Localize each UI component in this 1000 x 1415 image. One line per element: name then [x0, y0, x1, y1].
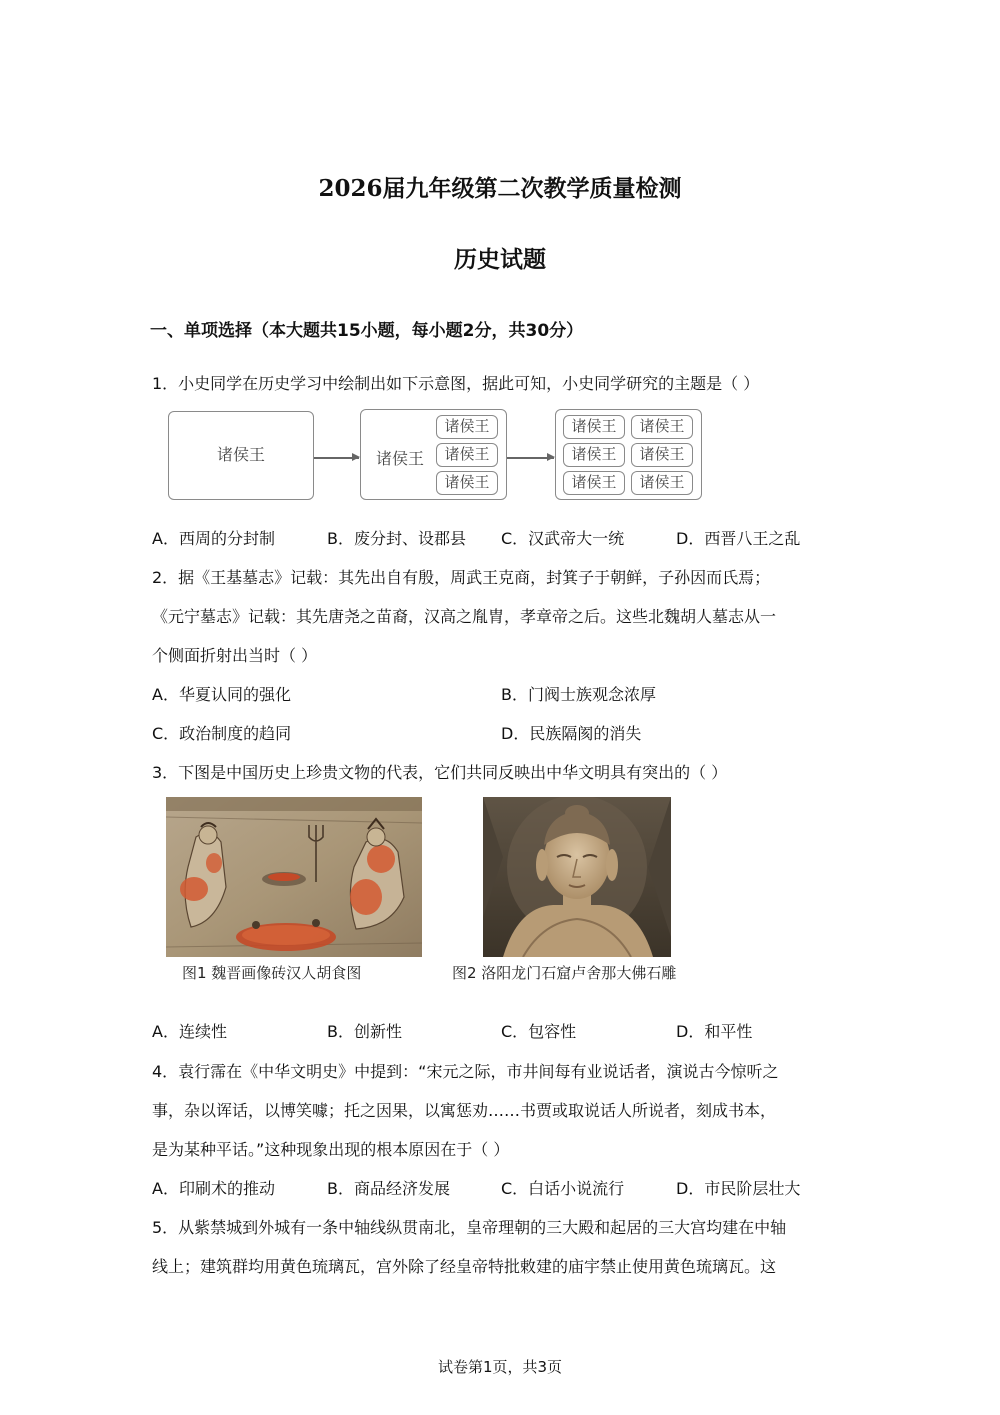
- q2-option-c[interactable]: C．政治制度的趋同: [152, 724, 292, 743]
- diagram-sub-box: 诸侯王: [563, 471, 625, 495]
- fig2-buddha-image: [483, 797, 671, 957]
- diagram-box-level1: 诸侯王: [168, 411, 314, 500]
- q1-option-c[interactable]: C．汉武帝大一统: [501, 529, 625, 548]
- q3-option-a[interactable]: A．连续性: [152, 1022, 227, 1041]
- q2-stem-line: 《元宁墓志》记载：其先唐尧之苗裔，汉高之胤胄，孝章帝之后。这些北魏胡人墓志从一: [152, 607, 777, 626]
- diagram-sub-box: 诸侯王: [436, 471, 498, 495]
- q1-option-d[interactable]: D．西晋八王之乱: [676, 529, 801, 548]
- diagram-box2-main-label: 诸侯王: [376, 449, 425, 468]
- page-footer: 试卷第1页，共3页: [437, 1358, 563, 1376]
- diagram-sub-box: 诸侯王: [631, 471, 693, 495]
- q1-option-a[interactable]: A．西周的分封制: [152, 529, 275, 548]
- q1-option-b[interactable]: B．废分封、设郡县: [327, 529, 466, 548]
- exam-title: 2026届九年级第二次教学质量检测: [318, 175, 682, 202]
- diagram-sub-box: 诸侯王: [436, 443, 498, 467]
- exam-subtitle: 历史试题: [454, 246, 546, 273]
- arrow-2: [507, 457, 554, 459]
- q2-option-d[interactable]: D．民族隔阂的消失: [501, 724, 642, 743]
- q2-stem-line: 2．据《王基墓志》记载：其先出自有殷，周武王克商，封箕子于朝鲜，子孙因而氏焉；: [152, 568, 771, 587]
- q4-option-b[interactable]: B．商品经济发展: [327, 1179, 450, 1198]
- section-heading: 一、单项选择（本大题共15小题，每小题2分，共30分）: [150, 321, 584, 341]
- diagram-sub-box: 诸侯王: [631, 443, 693, 467]
- diagram-sub-box: 诸侯王: [631, 415, 693, 439]
- q2-option-a[interactable]: A．华夏认同的强化: [152, 685, 291, 704]
- q3-option-d[interactable]: D．和平性: [676, 1022, 753, 1041]
- q4-option-c[interactable]: C．白话小说流行: [501, 1179, 625, 1198]
- fig2-caption: 图2 洛阳龙门石窟卢舍那大佛石雕: [452, 964, 677, 982]
- q3-option-c[interactable]: C．包容性: [501, 1022, 577, 1041]
- diagram-sub-box: 诸侯王: [436, 415, 498, 439]
- diagram-sub-box: 诸侯王: [563, 415, 625, 439]
- q4-option-d[interactable]: D．市民阶层壮大: [676, 1179, 801, 1198]
- q2-stem-line: 个侧面折射出当时（ ）: [152, 646, 318, 665]
- q4-stem-line: 4．袁行霈在《中华文明史》中提到：“宋元之际，市井间每有业说话者，演说古今惊听之: [152, 1062, 779, 1081]
- fig1-caption: 图1 魏晋画像砖汉人胡食图: [182, 964, 362, 982]
- q4-option-a[interactable]: A．印刷术的推动: [152, 1179, 275, 1198]
- arrow-1: [314, 457, 359, 459]
- q4-stem-line: 是为某种平话。”这种现象出现的根本原因在于（ ）: [152, 1140, 510, 1159]
- q2-option-b[interactable]: B．门阀士族观念浓厚: [501, 685, 656, 704]
- diagram-sub-box: 诸侯王: [563, 443, 625, 467]
- fig1-mural-image: [166, 797, 422, 957]
- q5-stem-line: 5．从紫禁城到外城有一条中轴线纵贯南北，皇帝理朝的三大殿和起居的三大宫均建在中轴: [152, 1218, 787, 1237]
- q4-stem-line: 事，杂以诨话，以博笑噱；托之因果，以寓惩劝……书贾或取说话人所说者，刻成书本，: [152, 1101, 777, 1120]
- q3-option-b[interactable]: B．创新性: [327, 1022, 402, 1041]
- q3-stem: 3．下图是中国历史上珍贵文物的代表，它们共同反映出中华文明具有突出的（ ）: [152, 763, 728, 782]
- q5-stem-line: 线上；建筑群均用黄色琉璃瓦，宫外除了经皇帝特批敕建的庙宇禁止使用黄色琉璃瓦。这: [152, 1257, 777, 1276]
- q1-stem: 1．小史同学在历史学习中绘制出如下示意图，据此可知，小史同学研究的主题是（ ）: [152, 374, 760, 393]
